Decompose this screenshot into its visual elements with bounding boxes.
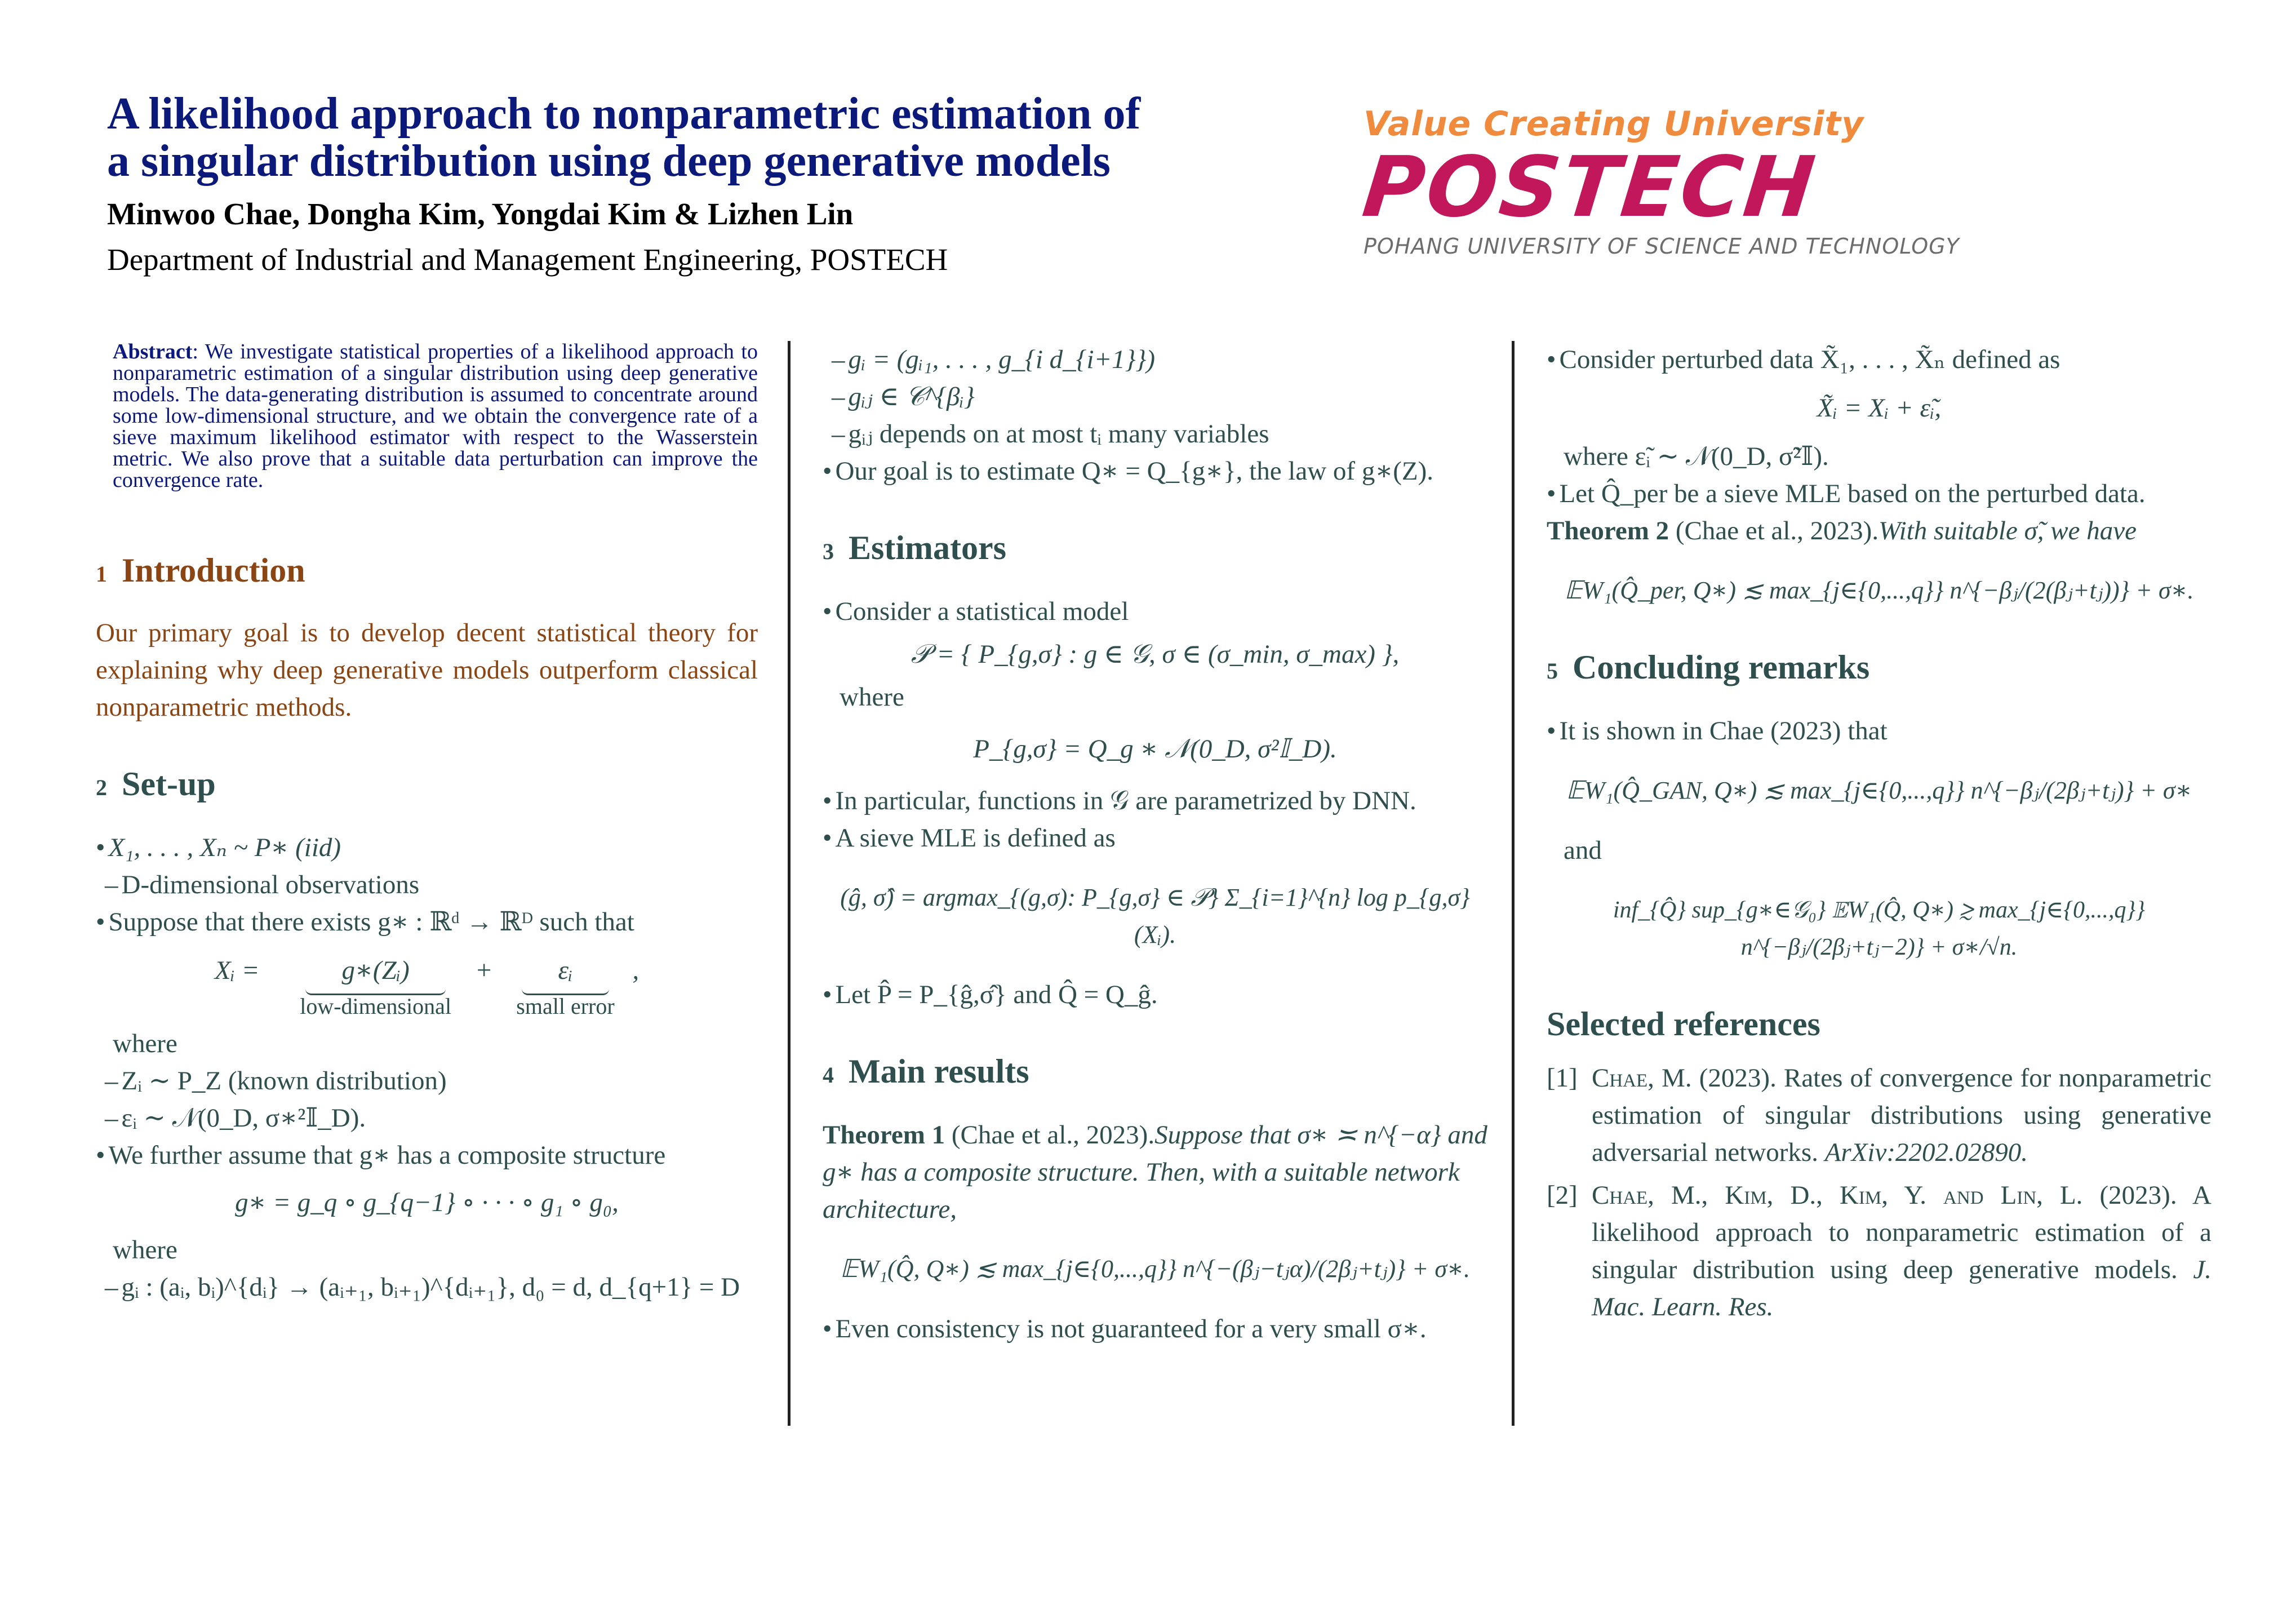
theorem-2-statement: With suitable σ̃, we have [1878,516,2137,546]
setup-dash-4: – gᵢ : (aᵢ, bᵢ)^{dᵢ} → (aᵢ₊₁, bᵢ₊₁)^{dᵢ₊₁}, d₀ = d, d_{q+1} = D [105,1272,740,1302]
equation-minimax-lower-bound: inf_{Q̂} sup_{g∗∈𝒢₀} 𝔼W₁(Q̂, Q∗) ≳ max_{j∈{0,...,q}} n^{−βⱼ/(2βⱼ+tⱼ−2)} + σ∗/√n. [1613,897,2146,960]
section-main-results-heading [823,1053,1487,1094]
title-line-1: A likelihood approach to nonparametric estimation of [107,89,1141,139]
reference-2-authors: Chae, M., Kim, D., Kim, Y. and Lin, L. [1592,1181,2083,1210]
theorem-1-statement: Suppose that σ∗ ≍ n^{−α} and g∗ has a composite structure. Then, with a suitable network architecture, [823,1120,1487,1224]
equation-theorem-2: 𝔼W₁(Q̂_per, Q∗) ≲ max_{j∈{0,...,q}} n^{−βⱼ/(2(βⱼ+tⱼ))} + σ∗. [1564,577,2194,604]
brace-term-signal: g∗(Zᵢ) low-dimensional [300,956,452,1019]
theorem-1-label: Theorem 1 [823,1120,945,1150]
reference-1-body: , M. (2023). Rates of convergence for nonparametric estimation of singular distributions using generative adversarial networks. [1592,1063,2211,1167]
column-divider-1 [788,341,791,1426]
setup-bullet-1: • X₁, . . . , Xₙ ~ P∗ (iid) [96,833,341,862]
col3-where-noise: where ε̃ᵢ ∼ 𝒩(0_D, σ̃²𝕀). [1564,442,1829,471]
section-number: 3 [823,539,834,564]
col2-dash-3: – gᵢⱼ depends on at most tᵢ many variables [832,419,1269,449]
logo-subtitle: POHANG UNIVERSITY OF SCIENCE AND TECHNOLOGY [1364,234,1960,259]
postech-logo [1358,104,2011,259]
col2-dash-1: – gᵢ = (gᵢ₁, . . . , g_{i d_{i+1}}) [832,345,1155,374]
column-2 [823,341,1487,1347]
reference-1 [1547,1059,2211,1171]
setup-bullet-2: • Suppose that there exists g∗ : ℝᵈ → ℝᴰ such that [96,907,634,937]
section-title: Estimators [849,529,1006,566]
reference-2-body: (2023). A likelihood approach to nonparametric estimation of a singular distribution using deep generative models. [1592,1181,2211,1284]
col2-bullet-dnn: • In particular, functions in 𝒢 are parametrized by DNN. [823,786,1416,815]
section-title: Set-up [122,765,216,802]
abstract-label: Abstract [113,340,193,363]
reference-2-label: [2] [1547,1181,1578,1210]
poster-header [107,90,1347,277]
section-title: Main results [849,1053,1029,1090]
col2-bullet-sieve: • A sieve MLE is defined as [823,823,1116,853]
section-introduction-heading [96,552,758,593]
col3-bullet-qper: • Let Q̂_per be a sieve MLE based on the perturbed data. [1547,479,2146,508]
equation-theorem-1: 𝔼W₁(Q̂, Q∗) ≲ max_{j∈{0,...,q}} n^{−(βⱼ−tⱼα)/(2βⱼ+tⱼ)} + σ∗. [840,1255,1470,1283]
poster-title [107,90,1347,185]
equation-composite: g∗ = g_q ∘ g_{q−1} ∘ · · · ∘ g₁ ∘ g₀, [235,1188,619,1217]
introduction-text: Our primary goal is to develop decent statistical theory for explaining why deep generative models outperform classical nonparametric methods. [96,618,758,722]
theorem-1-citation: (Chae et al., 2023). [945,1120,1155,1150]
col3-and: and [1564,836,1602,865]
theorem-2-label: Theorem 2 [1547,516,1669,546]
setup-dash-2: – Zᵢ ∼ P_Z (known distribution) [105,1066,447,1096]
references-heading: Selected references [1547,1005,1820,1043]
col2-bullet-goal: • Our goal is to estimate Q∗ = Q_{g∗}, the law of g∗(Z). [823,456,1434,486]
setup-dash-3: – εᵢ ∼ 𝒩(0_D, σ∗²𝕀_D). [105,1103,366,1133]
equation-model-family: 𝒫 = { P_{g,σ} : g ∈ 𝒢, σ ∈ (σ_min, σ_max) }, [911,640,1400,669]
col2-bullet-consistency: • Even consistency is not guaranteed for a very small σ∗. [823,1314,1427,1343]
theorem-1 [823,1116,1487,1228]
column-3 [1547,341,2211,1325]
section-title: Introduction [122,552,305,589]
setup-dash-1: – D-dimensional observations [105,870,420,899]
abstract [113,341,758,491]
authors: Minwoo Chae, Dongha Kim, Yongdai Kim & Lizhen Lin [107,197,854,231]
section-estimators-heading [823,529,1487,570]
where-label-2: where [113,1235,177,1265]
reference-1-venue: ArXiv:2202.02890. [1824,1138,2028,1167]
theorem-2-citation: (Chae et al., 2023). [1669,516,1879,546]
logo-wordmark: POSTECH [1358,139,1822,236]
reference-2-venue: J. Mac. Learn. Res. [1592,1255,2211,1322]
equation-sieve-mle: (ĝ, σ̂) = argmax_{(g,σ): P_{g,σ} ∈ 𝒫} Σ_{i=1}^{n} log p_{g,σ}(Xᵢ). [840,884,1470,948]
column-1 [96,341,758,1306]
title-line-2: a singular distribution using deep generative models [107,136,1111,186]
theorem-2 [1547,512,2211,549]
section-number: 5 [1547,658,1558,684]
col2-bullet-let: • Let P̂ = P_{ĝ,σ̂} and Q̂ = Q_ĝ. [823,980,1158,1009]
section-number: 2 [96,775,107,800]
equation-perturbation: X̃ᵢ = Xᵢ + ε̃ᵢ, [1817,393,1942,423]
setup-bullet-3: • We further assume that g∗ has a composite structure [96,1141,666,1170]
column-divider-2 [1512,341,1515,1426]
reference-2 [1547,1177,2211,1325]
equation-data-model: Xᵢ = g∗(Zᵢ) low-dimensional + εᵢ small error , [96,952,758,1019]
logo-tagline: Value Creating University [1364,104,1864,144]
affiliation: Department of Industrial and Management Engineering, POSTECH [107,242,948,277]
section-number: 4 [823,1062,834,1088]
section-title: Concluding remarks [1573,649,1870,686]
section-concluding-heading [1547,649,2211,690]
abstract-text: : We investigate statistical properties of a likelihood approach to nonparametric estimation of a singular distribution using deep generative models. The data-generating distribution is assumed to concentrate around some low-dimensional structure, and we obtain the convergence rate of a sieve maximum likelihood estimator with respect to the Wasserstein metric. We also prove that a suitable data perturbation can improve the convergence rate. [113,340,758,492]
col2-dash-2: – gᵢⱼ ∈ 𝒞^{βᵢ} [832,382,975,411]
reference-1-label: [1] [1547,1063,1578,1093]
brace-term-error: εᵢ small error [516,956,615,1019]
where-label-3: where [840,682,904,712]
section-setup-heading [96,765,758,806]
section-number: 1 [96,561,107,587]
equation-convolution: P_{g,σ} = Q_g ∗ 𝒩(0_D, σ²𝕀_D). [973,734,1337,764]
col3-bullet-perturbed: • Consider perturbed data X̃₁, . . . , X̃ₙ defined as [1547,345,2060,374]
where-label-1: where [113,1029,177,1058]
reference-1-author: Chae [1592,1063,1648,1093]
col3-bullet-shown: • It is shown in Chae (2023) that [1547,716,1888,746]
equation-gan-rate: 𝔼W₁(Q̂_GAN, Q∗) ≲ max_{j∈{0,...,q}} n^{−βⱼ/(2βⱼ+tⱼ)} + σ∗ [1566,777,2192,804]
col2-bullet-model: • Consider a statistical model [823,597,1129,626]
